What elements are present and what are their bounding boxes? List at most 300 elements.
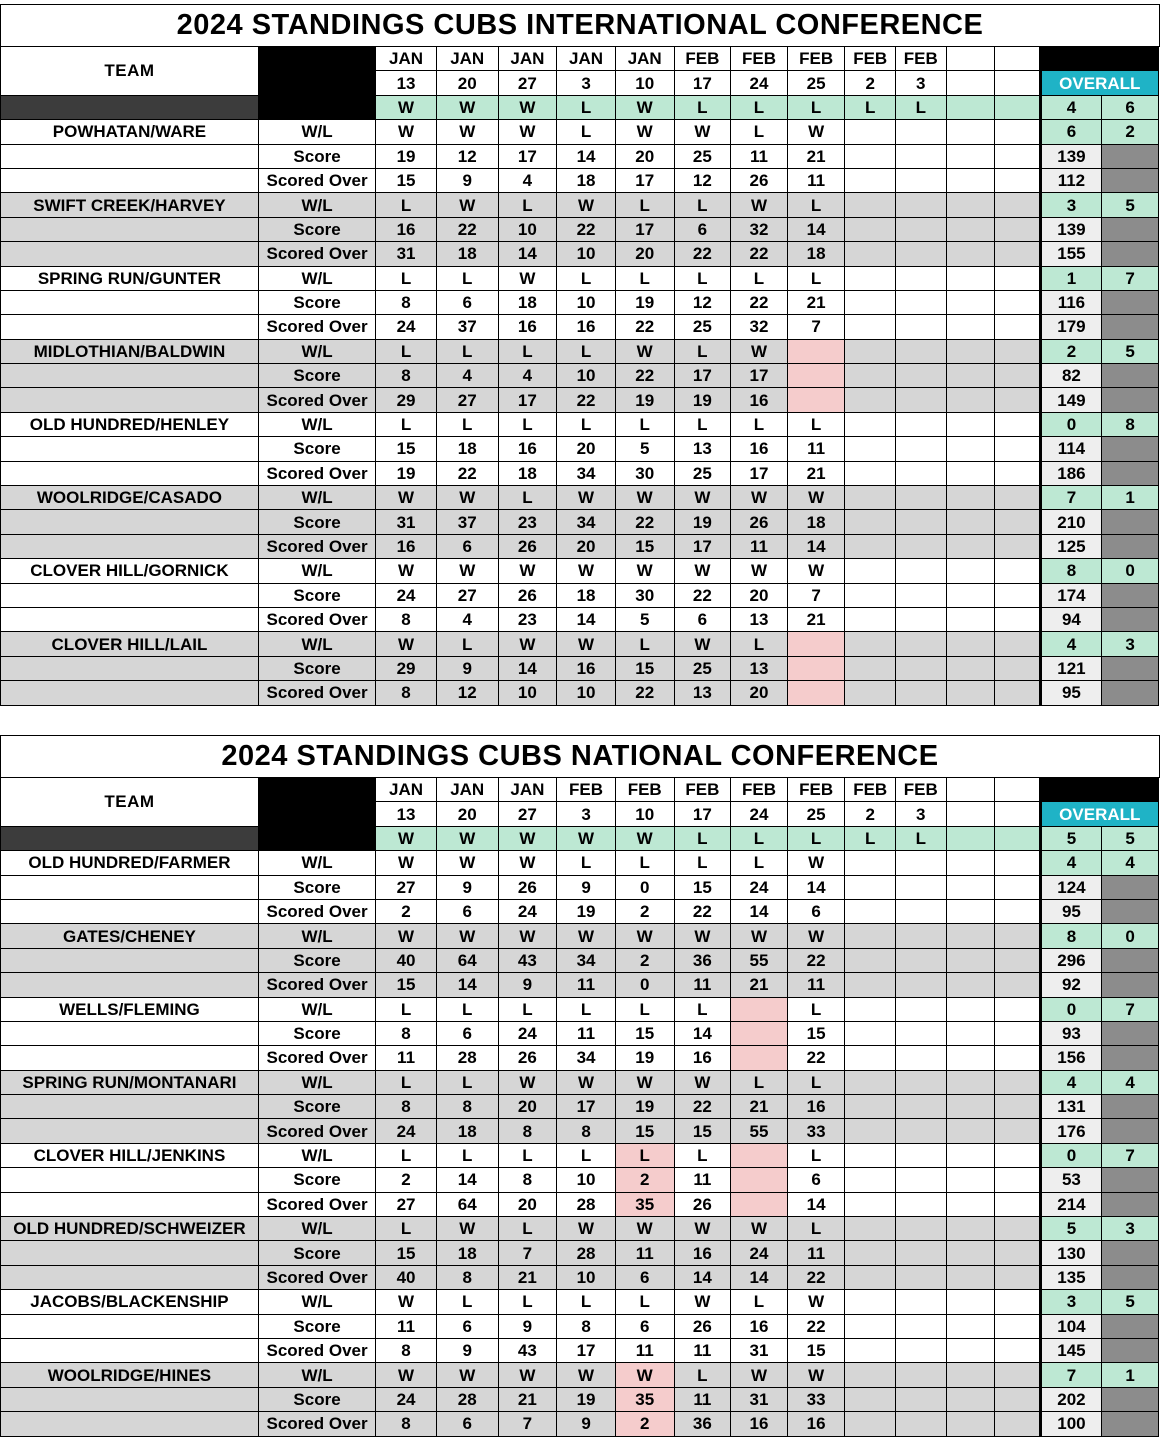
game-cell: 17 xyxy=(557,1095,616,1119)
team-name: GATES/CHENEY xyxy=(1,924,259,948)
game-cell xyxy=(845,242,896,266)
team-row xyxy=(1,242,1159,266)
overall-losses: 7 xyxy=(1102,1143,1159,1167)
game-cell: 19 xyxy=(674,388,731,412)
empty-cell xyxy=(946,899,995,923)
game-cell: 17 xyxy=(674,534,731,558)
game-cell: 43 xyxy=(498,1338,557,1362)
overall-losses: 0 xyxy=(1102,924,1159,948)
game-cell: 27 xyxy=(376,875,437,899)
team-name-blank xyxy=(1,1021,259,1045)
game-cell: 0 xyxy=(615,875,674,899)
total-score: 131 xyxy=(1040,1095,1102,1119)
game-cell xyxy=(895,1021,946,1045)
game-cell: L xyxy=(376,1070,437,1094)
team-row xyxy=(1,656,1159,680)
game-cell: 15 xyxy=(376,973,437,997)
game-cell: 9 xyxy=(436,875,498,899)
empty-cell xyxy=(946,217,995,241)
game-cell: 6 xyxy=(436,1314,498,1338)
game-cell: L xyxy=(557,997,616,1021)
game-cell xyxy=(845,290,896,314)
row-label: Score xyxy=(258,1241,375,1265)
game-cell: W xyxy=(498,924,557,948)
team-name-blank xyxy=(1,1241,259,1265)
game-cell xyxy=(845,1412,896,1436)
overall-losses: 5 xyxy=(1102,1290,1159,1314)
total-blank xyxy=(1102,1265,1159,1289)
game-cell: L xyxy=(731,266,788,290)
game-cell: 26 xyxy=(498,875,557,899)
total-scored-over: 186 xyxy=(1040,461,1102,485)
empty-cell xyxy=(995,168,1041,192)
game-cell xyxy=(845,1217,896,1241)
game-cell xyxy=(845,510,896,534)
overall-losses: 5 xyxy=(1102,826,1159,850)
game-cell: 33 xyxy=(787,1119,845,1143)
overall-losses: 7 xyxy=(1102,997,1159,1021)
game-cell: L xyxy=(498,412,557,436)
game-cell: 2 xyxy=(615,899,674,923)
empty-cell xyxy=(995,632,1041,656)
game-cell: 31 xyxy=(731,1387,788,1411)
game-cell: 20 xyxy=(615,144,674,168)
team-row xyxy=(1,534,1159,558)
total-scored-over: 149 xyxy=(1040,388,1102,412)
empty-cell xyxy=(946,437,995,461)
game-cell xyxy=(895,144,946,168)
game-cell xyxy=(895,1314,946,1338)
row-label: W/L xyxy=(258,120,375,144)
game-cell xyxy=(895,559,946,583)
day-header: 3 xyxy=(895,71,946,95)
game-cell xyxy=(895,1143,946,1167)
game-cell xyxy=(845,607,896,631)
team-name-blank xyxy=(1,217,259,241)
total-scored-over: 125 xyxy=(1040,534,1102,558)
game-cell xyxy=(895,1290,946,1314)
row-label: W/L xyxy=(258,851,375,875)
game-cell: 19 xyxy=(674,510,731,534)
game-cell: 21 xyxy=(498,1265,557,1289)
game-cell: W xyxy=(376,559,437,583)
overall-losses: 3 xyxy=(1102,632,1159,656)
game-cell: 6 xyxy=(436,1412,498,1436)
month-header: FEB xyxy=(674,47,731,71)
empty-cell xyxy=(946,583,995,607)
empty-cell xyxy=(995,193,1041,217)
empty-cell xyxy=(946,1265,995,1289)
day-header: 17 xyxy=(674,802,731,826)
game-cell: W xyxy=(376,632,437,656)
row-label: Score xyxy=(258,290,375,314)
game-cell: 29 xyxy=(376,656,437,680)
game-cell: 16 xyxy=(498,315,557,339)
total-score: 53 xyxy=(1040,1168,1102,1192)
game-cell xyxy=(895,534,946,558)
team-row xyxy=(1,168,1159,192)
empty-cell xyxy=(995,315,1041,339)
empty-cell xyxy=(995,1338,1041,1362)
game-cell: 32 xyxy=(731,217,788,241)
game-cell: 8 xyxy=(557,1314,616,1338)
game-cell xyxy=(845,1143,896,1167)
game-cell: 9 xyxy=(436,168,498,192)
overall-wins: 0 xyxy=(1040,997,1102,1021)
team-row xyxy=(1,924,1159,948)
team-name-blank xyxy=(1,607,259,631)
game-cell: 14 xyxy=(498,656,557,680)
overall-losses: 1 xyxy=(1102,1363,1159,1387)
game-cell: W xyxy=(436,1217,498,1241)
game-cell: 9 xyxy=(436,656,498,680)
game-cell: 22 xyxy=(787,948,845,972)
game-cell xyxy=(895,266,946,290)
team-name: MIDLOTHIAN/BALDWIN xyxy=(1,339,259,363)
empty-cell xyxy=(995,1314,1041,1338)
game-cell: W xyxy=(376,486,437,510)
game-cell: W xyxy=(376,120,437,144)
game-cell: L xyxy=(787,1143,845,1167)
empty-cell xyxy=(995,388,1041,412)
empty-cell xyxy=(995,1265,1041,1289)
overall-wins: 6 xyxy=(1040,120,1102,144)
empty-cell xyxy=(995,973,1041,997)
game-cell: 19 xyxy=(376,461,437,485)
game-cell: L xyxy=(498,1143,557,1167)
game-cell: 17 xyxy=(615,168,674,192)
total-scored-over: 92 xyxy=(1040,973,1102,997)
month-header: JAN xyxy=(498,778,557,802)
game-cell: L xyxy=(731,851,788,875)
game-cell: 64 xyxy=(436,1192,498,1216)
month-header: JAN xyxy=(436,47,498,71)
game-cell: 16 xyxy=(787,1095,845,1119)
day-header: 13 xyxy=(376,71,437,95)
game-cell: 6 xyxy=(436,534,498,558)
empty-cell xyxy=(946,510,995,534)
game-cell: 16 xyxy=(731,1314,788,1338)
row-label: Scored Over xyxy=(258,1192,375,1216)
game-cell xyxy=(845,1290,896,1314)
game-cell: 22 xyxy=(615,510,674,534)
total-blank xyxy=(1102,899,1159,923)
header-result: W xyxy=(557,826,616,850)
total-score: 139 xyxy=(1040,144,1102,168)
total-scored-over: 135 xyxy=(1040,1265,1102,1289)
game-cell: W xyxy=(674,486,731,510)
day-header: 24 xyxy=(731,71,788,95)
empty-cell xyxy=(946,339,995,363)
game-cell: 11 xyxy=(376,1046,437,1070)
empty-cell xyxy=(995,1217,1041,1241)
game-cell: L xyxy=(731,1290,788,1314)
empty-cell xyxy=(995,899,1041,923)
team-name: WOOLRIDGE/CASADO xyxy=(1,486,259,510)
header-result: L xyxy=(845,826,896,850)
game-cell: 24 xyxy=(376,583,437,607)
month-header: JAN xyxy=(615,47,674,71)
empty-cell xyxy=(946,461,995,485)
empty-cell xyxy=(946,1387,995,1411)
game-cell: 11 xyxy=(557,1021,616,1045)
empty-cell xyxy=(995,924,1041,948)
game-cell: 24 xyxy=(498,899,557,923)
game-cell xyxy=(845,144,896,168)
total-blank xyxy=(1102,1119,1159,1143)
header-result: L xyxy=(787,95,845,119)
game-cell: L xyxy=(436,266,498,290)
game-cell: 14 xyxy=(557,607,616,631)
game-cell: 11 xyxy=(787,437,845,461)
game-cell: 16 xyxy=(731,437,788,461)
team-name: OLD HUNDRED/FARMER xyxy=(1,851,259,875)
game-cell xyxy=(895,1265,946,1289)
game-cell: 19 xyxy=(615,1095,674,1119)
header-black-block xyxy=(258,47,375,120)
game-cell xyxy=(845,120,896,144)
header-result: W xyxy=(436,826,498,850)
game-cell: L xyxy=(674,193,731,217)
game-cell xyxy=(895,461,946,485)
month-header: FEB xyxy=(731,47,788,71)
game-cell: 2 xyxy=(376,899,437,923)
header-result-empty xyxy=(946,95,995,119)
team-name-blank xyxy=(1,1046,259,1070)
game-cell: 21 xyxy=(787,461,845,485)
game-cell: 18 xyxy=(557,168,616,192)
game-cell: L xyxy=(498,339,557,363)
game-cell: L xyxy=(557,851,616,875)
team-row xyxy=(1,632,1159,656)
month-header: FEB xyxy=(674,778,731,802)
row-label: Score xyxy=(258,583,375,607)
game-cell: 22 xyxy=(615,315,674,339)
month-header: FEB xyxy=(787,778,845,802)
game-cell: L xyxy=(615,193,674,217)
row-label: Scored Over xyxy=(258,1412,375,1436)
game-cell xyxy=(895,997,946,1021)
game-cell: 26 xyxy=(498,534,557,558)
team-row xyxy=(1,120,1159,144)
game-cell: W xyxy=(376,1363,437,1387)
total-score: 104 xyxy=(1040,1314,1102,1338)
header-result: L xyxy=(674,826,731,850)
month-header: JAN xyxy=(498,47,557,71)
game-cell: W xyxy=(731,339,788,363)
empty-cell xyxy=(995,681,1041,705)
game-cell xyxy=(895,437,946,461)
row-label: Scored Over xyxy=(258,1338,375,1362)
game-cell: 22 xyxy=(787,1265,845,1289)
empty-cell xyxy=(946,559,995,583)
game-cell xyxy=(845,997,896,1021)
header-result-empty xyxy=(995,826,1041,850)
game-cell: 14 xyxy=(674,1265,731,1289)
game-cell: W xyxy=(498,632,557,656)
header-result: L xyxy=(674,95,731,119)
total-scored-over: 155 xyxy=(1040,242,1102,266)
game-cell xyxy=(895,632,946,656)
game-cell: 18 xyxy=(436,1241,498,1265)
game-cell xyxy=(895,339,946,363)
row-label: Score xyxy=(258,948,375,972)
game-cell xyxy=(845,1314,896,1338)
game-cell xyxy=(845,315,896,339)
empty-header xyxy=(995,71,1041,95)
game-cell: 40 xyxy=(376,948,437,972)
game-cell: L xyxy=(787,412,845,436)
overall-losses: 2 xyxy=(1102,120,1159,144)
game-cell xyxy=(895,1046,946,1070)
header-result: W xyxy=(615,95,674,119)
row-label: W/L xyxy=(258,266,375,290)
game-cell xyxy=(845,973,896,997)
empty-cell xyxy=(995,1119,1041,1143)
game-cell xyxy=(787,339,845,363)
row-label: Score xyxy=(258,217,375,241)
game-cell: 34 xyxy=(557,948,616,972)
game-cell: L xyxy=(376,1217,437,1241)
game-cell: W xyxy=(731,1363,788,1387)
game-cell: 4 xyxy=(436,364,498,388)
row-label: Scored Over xyxy=(258,1046,375,1070)
row-label: W/L xyxy=(258,1217,375,1241)
row-label: Score xyxy=(258,1168,375,1192)
game-cell: 16 xyxy=(557,656,616,680)
game-cell xyxy=(845,851,896,875)
game-cell: 10 xyxy=(498,681,557,705)
empty-cell xyxy=(995,461,1041,485)
game-cell: W xyxy=(674,632,731,656)
game-cell: 7 xyxy=(787,583,845,607)
day-header: 3 xyxy=(557,71,616,95)
game-cell xyxy=(895,486,946,510)
game-cell: 11 xyxy=(557,973,616,997)
game-cell: 19 xyxy=(557,1387,616,1411)
game-cell: 34 xyxy=(557,510,616,534)
empty-cell xyxy=(946,144,995,168)
game-cell: L xyxy=(731,632,788,656)
game-cell: L xyxy=(376,266,437,290)
game-cell: 6 xyxy=(787,899,845,923)
total-scored-over: 145 xyxy=(1040,1338,1102,1362)
team-row xyxy=(1,1168,1159,1192)
game-cell: 36 xyxy=(674,1412,731,1436)
empty-cell xyxy=(995,1363,1041,1387)
row-label: W/L xyxy=(258,339,375,363)
month-header: FEB xyxy=(615,778,674,802)
empty-cell xyxy=(946,266,995,290)
game-cell: L xyxy=(436,997,498,1021)
team-row xyxy=(1,144,1159,168)
overall-wins: 4 xyxy=(1040,851,1102,875)
game-cell: 12 xyxy=(674,168,731,192)
overall-wins: 1 xyxy=(1040,266,1102,290)
game-cell xyxy=(895,412,946,436)
game-cell: L xyxy=(376,997,437,1021)
total-score: 202 xyxy=(1040,1387,1102,1411)
total-scored-over: 214 xyxy=(1040,1192,1102,1216)
empty-cell xyxy=(946,290,995,314)
game-cell xyxy=(895,875,946,899)
game-cell: 10 xyxy=(557,364,616,388)
overall-wins: 4 xyxy=(1040,95,1102,119)
game-cell: 15 xyxy=(615,1119,674,1143)
team-name-blank xyxy=(1,875,259,899)
empty-cell xyxy=(995,242,1041,266)
overall-losses: 5 xyxy=(1102,339,1159,363)
game-cell: 21 xyxy=(498,1387,557,1411)
game-cell xyxy=(787,388,845,412)
game-cell: 8 xyxy=(376,290,437,314)
game-cell: 14 xyxy=(787,534,845,558)
game-cell xyxy=(787,681,845,705)
game-cell: W xyxy=(376,1290,437,1314)
team-name-blank xyxy=(1,290,259,314)
header-result: L xyxy=(787,826,845,850)
total-blank xyxy=(1102,242,1159,266)
standings-table xyxy=(0,46,1159,706)
game-cell xyxy=(895,1387,946,1411)
game-cell: W xyxy=(615,120,674,144)
game-cell: 6 xyxy=(615,1314,674,1338)
game-cell: 6 xyxy=(674,607,731,631)
game-cell: W xyxy=(498,1070,557,1094)
overall-wins: 3 xyxy=(1040,193,1102,217)
game-cell xyxy=(895,899,946,923)
game-cell: 14 xyxy=(436,1168,498,1192)
team-name-blank xyxy=(1,681,259,705)
game-cell: L xyxy=(674,339,731,363)
team-name: OLD HUNDRED/SCHWEIZER xyxy=(1,1217,259,1241)
team-row xyxy=(1,193,1159,217)
game-cell xyxy=(787,364,845,388)
empty-header xyxy=(946,778,995,802)
game-cell xyxy=(845,339,896,363)
game-cell: 22 xyxy=(615,681,674,705)
game-cell: 22 xyxy=(731,242,788,266)
header-result: W xyxy=(376,826,437,850)
game-cell xyxy=(845,1046,896,1070)
row-label: Score xyxy=(258,437,375,461)
row-label: Score xyxy=(258,510,375,534)
game-cell: 19 xyxy=(615,290,674,314)
game-cell: 24 xyxy=(731,1241,788,1265)
game-cell xyxy=(895,120,946,144)
game-cell: 14 xyxy=(731,1265,788,1289)
total-scored-over: 95 xyxy=(1040,681,1102,705)
overall-losses: 1 xyxy=(1102,486,1159,510)
overall-losses: 0 xyxy=(1102,559,1159,583)
game-cell xyxy=(895,510,946,534)
game-cell xyxy=(845,875,896,899)
empty-cell xyxy=(946,973,995,997)
row-label: Score xyxy=(258,1021,375,1045)
game-cell xyxy=(845,948,896,972)
game-cell: 2 xyxy=(615,1168,674,1192)
empty-cell xyxy=(995,1143,1041,1167)
team-name-blank xyxy=(1,534,259,558)
game-cell: 6 xyxy=(787,1168,845,1192)
total-blank xyxy=(1102,1338,1159,1362)
game-cell: L xyxy=(498,486,557,510)
game-cell: W xyxy=(436,851,498,875)
game-cell xyxy=(845,559,896,583)
game-cell: L xyxy=(674,412,731,436)
team-name: POWHATAN/WARE xyxy=(1,120,259,144)
game-cell: L xyxy=(557,339,616,363)
